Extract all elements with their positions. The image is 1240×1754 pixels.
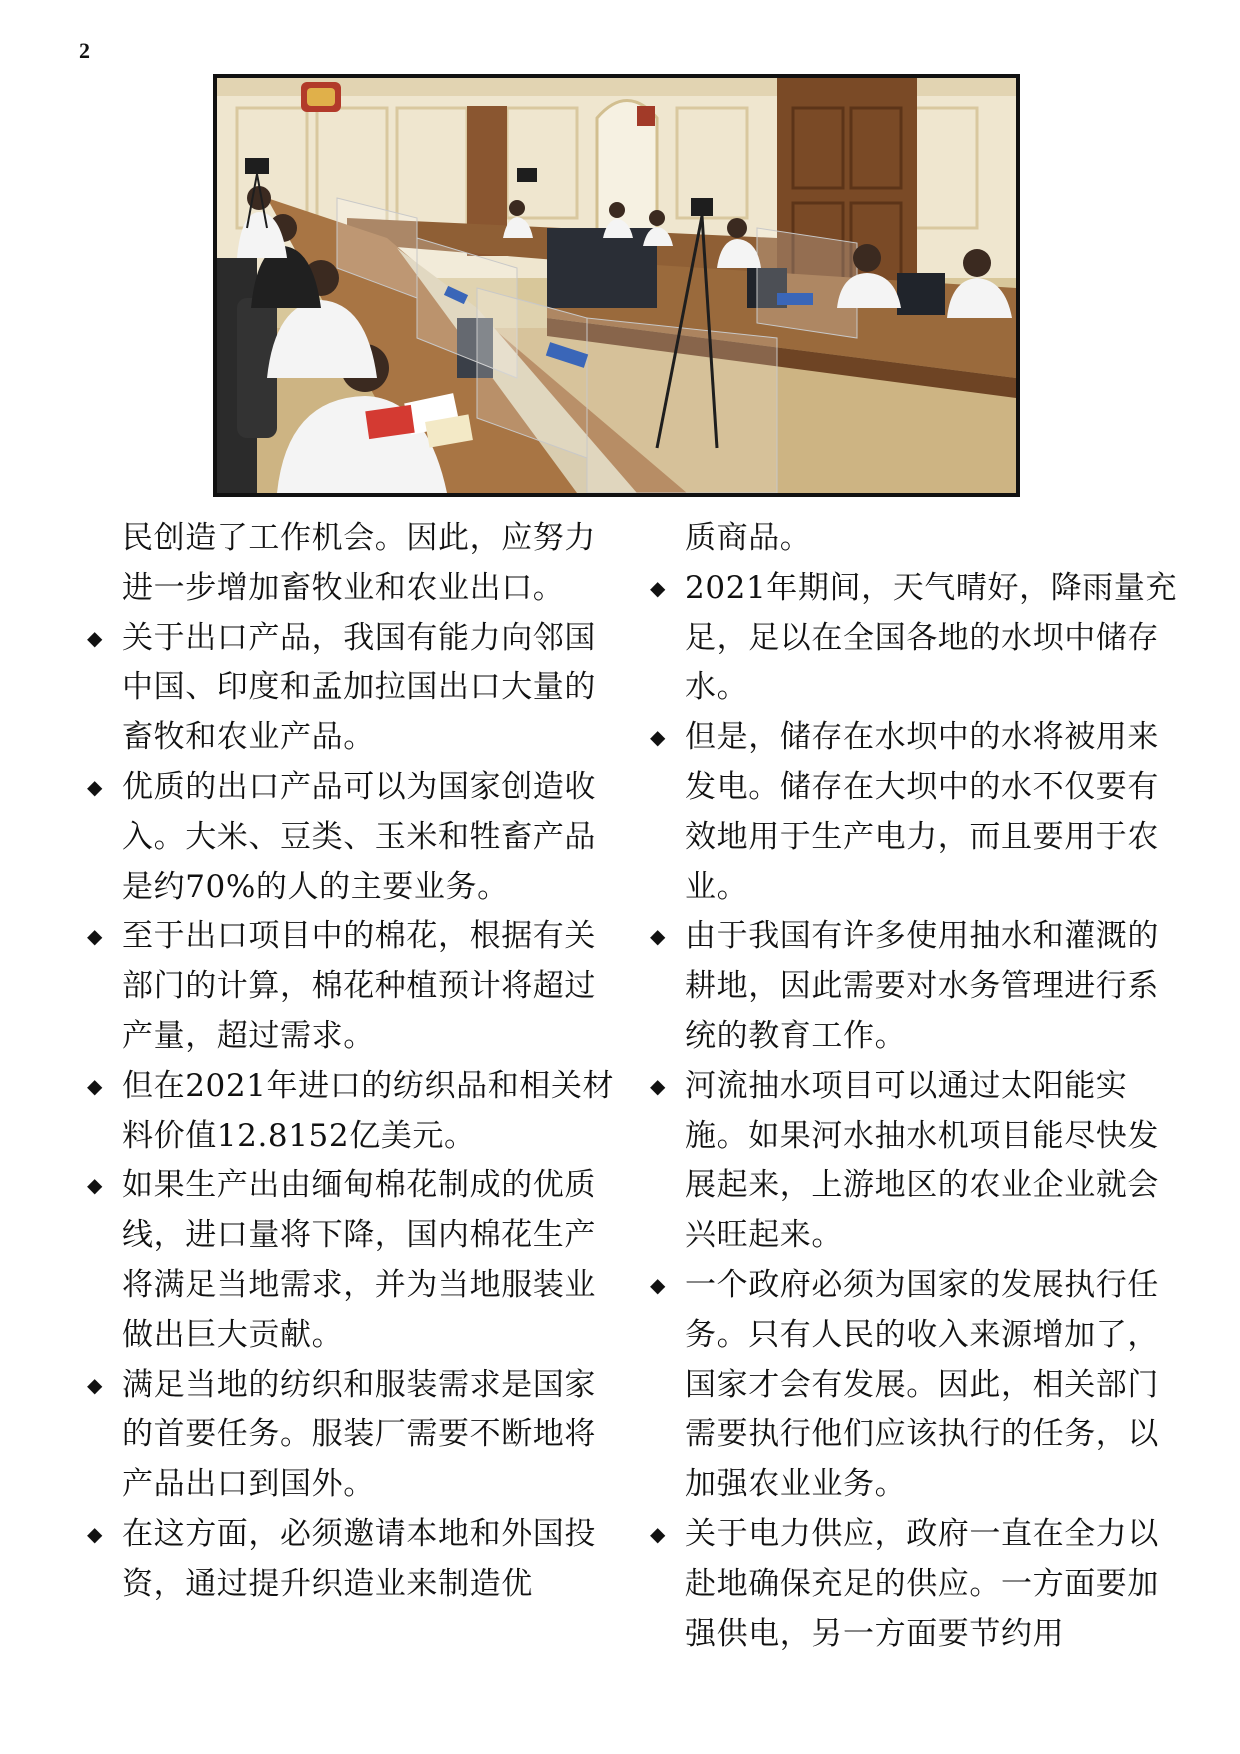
diamond-bullet-icon: ◆ bbox=[87, 1073, 103, 1098]
photo-monitor bbox=[547, 228, 657, 308]
list-item-text: 一个政府必须为国家的发展执行任务。只有人民的收入来源增加了，国家才会有发展。因此，相关部门需要执行他们应该执行的任务，以加强农业业务。 bbox=[685, 1266, 1159, 1503]
list-item bbox=[87, 912, 622, 1061]
photo-monitor bbox=[897, 273, 945, 315]
diamond-bullet-icon: ◆ bbox=[87, 1521, 103, 1546]
page-number: 2 bbox=[79, 38, 90, 63]
list-item bbox=[87, 1510, 622, 1610]
list-item bbox=[650, 1062, 1185, 1261]
list-item-text: 但是，储存在水坝中的水将被用来发电。储存在大坝中的水不仅要有效地用于生产电力，而且要用于农业。 bbox=[685, 719, 1159, 905]
list-item-text: 关于出口产品，我国有能力向邻国中国、印度和孟加拉国出口大量的畜牧和农业产品。 bbox=[122, 619, 596, 756]
list-item bbox=[650, 564, 1185, 713]
diamond-bullet-icon: ◆ bbox=[650, 1521, 666, 1546]
photo-person bbox=[947, 278, 1012, 318]
photo-nameplate bbox=[777, 293, 813, 305]
diamond-bullet-icon: ◆ bbox=[87, 625, 103, 650]
list-item bbox=[650, 1510, 1185, 1659]
list-item bbox=[650, 1261, 1185, 1510]
diamond-bullet-icon: ◆ bbox=[650, 1272, 666, 1297]
diamond-bullet-icon: ◆ bbox=[87, 924, 103, 949]
list-item bbox=[87, 614, 622, 763]
diamond-bullet-icon: ◆ bbox=[87, 774, 103, 799]
diamond-bullet-icon: ◆ bbox=[650, 575, 666, 600]
diamond-bullet-icon: ◆ bbox=[87, 1372, 103, 1397]
diamond-bullet-icon: ◆ bbox=[650, 924, 666, 949]
list-item bbox=[87, 763, 622, 912]
list-item-text: 如果生产出由缅甸棉花制成的优质线，进口量将下降，国内棉花生产将满足当地需求，并为当地服装业做出巨大贡献。 bbox=[122, 1167, 596, 1353]
left-column bbox=[87, 514, 622, 1610]
paragraph-continuation: 民创造了工作机会。因此，应努力进一步增加畜牧业和农业出口。 bbox=[122, 520, 596, 606]
list-item-text: 满足当地的纺织和服装需求是国家的首要任务。服装厂需要不断地将产品出口到国外。 bbox=[122, 1366, 596, 1503]
paragraph-continuation: 质商品。 bbox=[685, 520, 812, 556]
list-item bbox=[650, 713, 1185, 912]
diamond-bullet-icon: ◆ bbox=[650, 1073, 666, 1098]
list-item-text: 至于出口项目中的棉花，根据有关部门的计算，棉花种植预计将超过产量，超过需求。 bbox=[122, 918, 596, 1054]
list-item bbox=[87, 1062, 622, 1162]
list-item bbox=[87, 1161, 622, 1360]
list-item-text: 关于电力供应，政府一直在全力以赴地确保充足的供应。一方面要加强供电，另一方面要节约用 bbox=[685, 1515, 1159, 1652]
list-item bbox=[650, 912, 1185, 1061]
diamond-bullet-icon: ◆ bbox=[650, 725, 666, 750]
list-item-text: 河流抽水项目可以通过太阳能实施。如果河水抽水机项目能尽快发展起来，上游地区的农业企业就会兴旺起来。 bbox=[685, 1067, 1159, 1254]
list-item-text: 由于我国有许多使用抽水和灌溉的耕地，因此需要对水务管理进行系统的教育工作。 bbox=[685, 918, 1159, 1054]
list-item-text: 在这方面，必须邀请本地和外国投资，通过提升织造业来制造优 bbox=[122, 1515, 596, 1602]
list-item bbox=[87, 1361, 622, 1510]
list-item-text: 2021年期间，天气晴好，降雨量充足，足以在全国各地的水坝中储存水。 bbox=[685, 569, 1178, 706]
meeting-photo bbox=[213, 74, 1020, 497]
list-item-text: 但在2021年进口的纺织品和相关材料价值12.8152亿美元。 bbox=[122, 1067, 615, 1154]
list-item-text: 优质的出口产品可以为国家创造收入。大米、豆类、玉米和牲畜产品是约70%的人的主要业务。 bbox=[122, 768, 596, 905]
right-column bbox=[650, 514, 1185, 1659]
diamond-bullet-icon: ◆ bbox=[87, 1173, 103, 1198]
